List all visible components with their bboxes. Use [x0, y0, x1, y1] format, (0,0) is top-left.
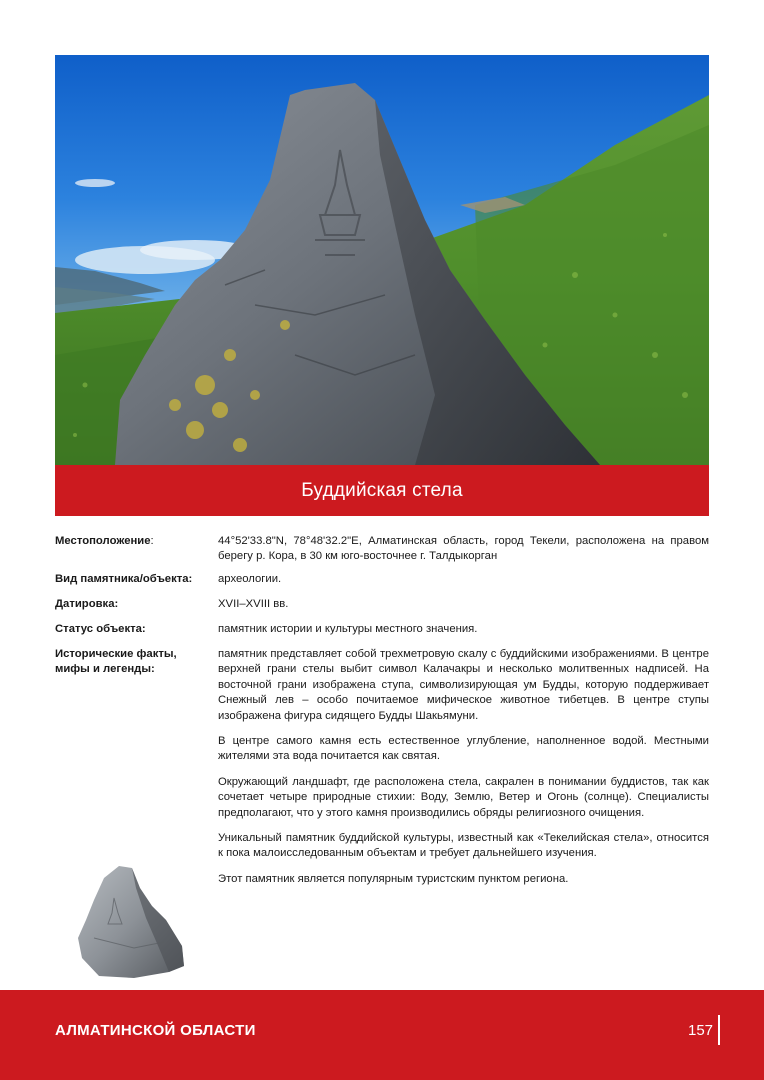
history-paragraph: Окружающий ландшафт, где расположена стела, сакрален в понимании буддистов, так как сочетает четыре природные стихии: Воду, Землю, Ветер и Огонь (солнце). Специалисты предполагают, что у этого камня производились обряды религиозного очищения.	[218, 775, 709, 819]
stele-thumbnail	[74, 858, 186, 980]
footer-region: АЛМАТИНСКОЙ ОБЛАСТИ	[55, 1022, 256, 1039]
field-value: XVII–XVIII вв.	[218, 598, 289, 610]
field-value: памятник истории и культуры местного значения.	[218, 623, 478, 635]
stele-landscape-illustration	[55, 55, 709, 465]
title-banner	[55, 465, 709, 516]
page-number: 157	[688, 1022, 714, 1039]
history-paragraph: Этот памятник является популярным туристским пунктом региона.	[218, 872, 569, 885]
history-paragraph: памятник представляет собой трехметровую скалу с буддийскими изображениями. В центре верхней грани стелы выбит символ Калачакры и несколько молитвенных надписей. На восточной грани изображена ступа, символизирующая ум Будды, которую поддерживает Снежный лев – особо почитаемое мифическое животное тибетцев. В центре ступы изображена фигура сидящего Будды Шакьямуни.	[218, 648, 709, 722]
field-label: Датировка:	[55, 598, 119, 610]
field-value: археологии.	[218, 573, 282, 585]
history-paragraph: Уникальный памятник буддийской культуры, известный как «Текелийская стела», относится к пока малоисследованным объектам и требует дальнейшего изучения.	[218, 832, 709, 860]
field-label: Местоположение:	[55, 535, 154, 547]
history-text	[218, 647, 709, 897]
history-paragraph: В центре самого камня есть естественное углубление, наполненное водой. Местными жителями эта вода почитается как святая.	[218, 735, 709, 763]
footer-divider	[718, 1015, 720, 1045]
hero-photo	[55, 55, 709, 465]
field-label: Вид памятника/объекта:	[55, 573, 193, 585]
field-label: Исторические факты, мифы и легенды:	[55, 648, 177, 676]
page-footer	[0, 990, 764, 1080]
field-value: 44°52'33.8"N, 78°48'32.2"E, Алматинская область, город Текели, расположена на правом берегу р. Кора, в 30 км юго-восточнее г. Талдыкорган	[218, 535, 709, 563]
field-label: Статус объекта:	[55, 623, 146, 635]
page-title: Буддийская стела	[301, 479, 463, 501]
